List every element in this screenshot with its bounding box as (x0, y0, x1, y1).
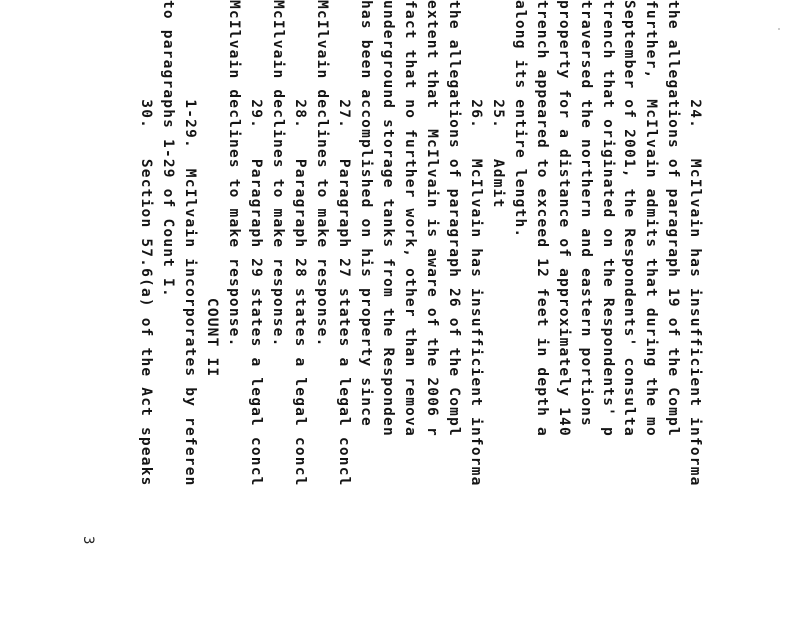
doc-line: the allegations of paragraph 19 of the Compl (665, 0, 681, 437)
doc-line: trench that originated on the Respondents' p (600, 0, 616, 437)
doc-line: 30. Section 57.6(a) of the Act speaks (138, 0, 154, 487)
doc-line: has been accomplished on his property since (358, 0, 374, 427)
doc-line: 29. Paragraph 29 states a legal concl (248, 0, 264, 487)
doc-line: property for a distance of approximately 140 (556, 0, 572, 437)
scan-speck (778, 28, 780, 30)
doc-line: 24. McIlvain has insufficient informa (687, 0, 703, 487)
doc-line: 25. Admit (490, 0, 506, 209)
doc-line: McIlvain declines to make response. (270, 0, 286, 348)
section-heading: COUNT II (204, 0, 220, 378)
doc-line: September of 2001, the Respondents' consulta (621, 0, 637, 437)
doc-line: fact that no further work, other than remova (402, 0, 418, 437)
doc-line: 26. McIlvain has insufficient informa (468, 0, 484, 487)
page-number: 3 (80, 536, 96, 545)
doc-line: trench appeared to exceed 12 feet in depth a (534, 0, 550, 437)
doc-line: extent that McIlvain is aware of the 2006 r (424, 0, 440, 437)
doc-line: McIlvain declines to make response. (314, 0, 330, 348)
doc-line: McIlvain declines to make response. (226, 0, 242, 348)
doc-line: the allegations of paragraph 26 of the Compl (446, 0, 462, 437)
doc-line: along its entire length. (512, 0, 528, 239)
doc-line: 27. Paragraph 27 states a legal concl (336, 0, 352, 487)
doc-line: further, McIlvain admits that during the mo (643, 0, 659, 437)
doc-line: 1-29. McIlvain incorporates by referen (182, 0, 198, 487)
doc-line: underground storage tanks from the Responden (380, 0, 396, 437)
doc-line: 28. Paragraph 28 states a legal concl (292, 0, 308, 487)
doc-line: traversed the northern and eastern portions (578, 0, 594, 427)
doc-line: to paragraphs 1-29 of Count I. (160, 0, 176, 298)
